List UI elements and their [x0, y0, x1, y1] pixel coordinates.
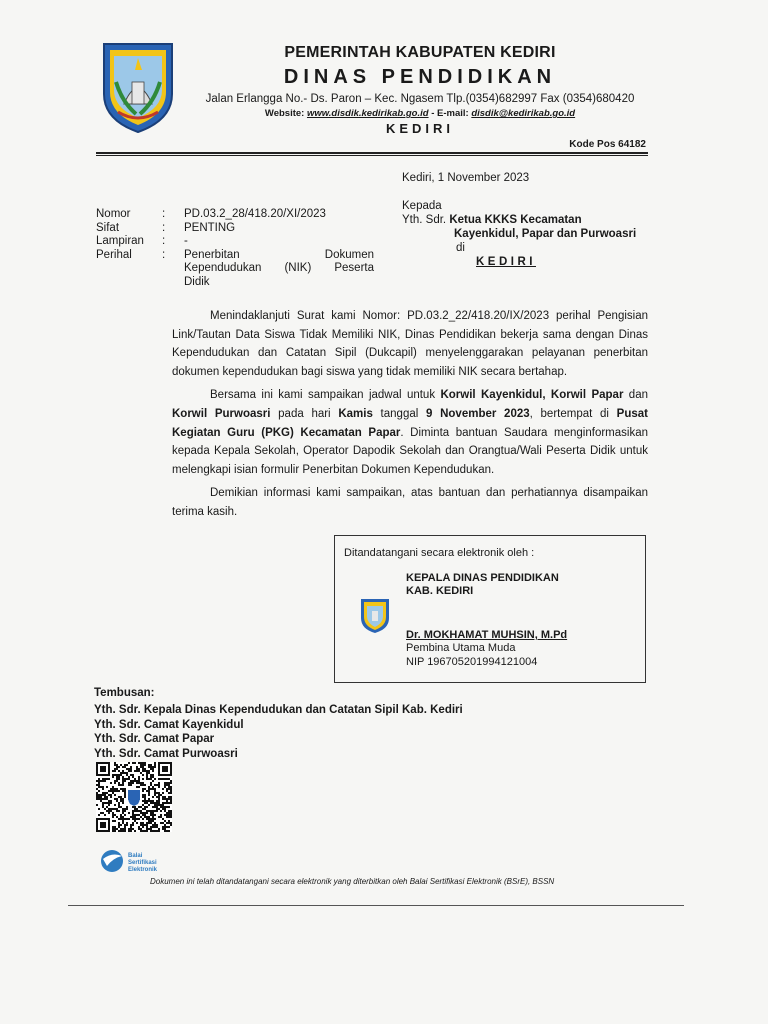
cc-item: Yth. Sdr. Camat Purwoasri	[94, 747, 238, 760]
meta-colon: :	[162, 208, 166, 220]
letterhead-rule-thick	[96, 152, 648, 154]
meta-row-perihal-2	[96, 262, 374, 276]
bsre-logo-text-3: Elektronik	[128, 867, 158, 873]
cc-item: Yth. Sdr. Kepala Dinas Kependudukan dan Catatan Sipil Kab. Kediri	[94, 704, 463, 716]
meta-row-lampiran	[96, 235, 374, 249]
letterhead-rule-thin	[96, 155, 648, 156]
letter-date: Kediri, 1 November 2023	[402, 172, 530, 184]
meta-value: Kependudukan (NIK) Peserta	[184, 262, 374, 274]
meta-colon: :	[162, 248, 166, 261]
bsre-logo-text-1: Balai	[128, 853, 143, 859]
meta-value: PD.03.2_28/418.20/XI/2023	[184, 208, 326, 220]
meta-label: Sifat	[96, 221, 120, 234]
email-link[interactable]: disdik@kedirikab.go.id	[471, 108, 576, 119]
meta-value: -	[184, 235, 188, 247]
meta-value: Didik	[184, 275, 210, 288]
signer-title: KEPALA DINAS PENDIDIKAN	[406, 572, 559, 584]
kabupaten-kediri-emblem	[102, 42, 174, 134]
letter-body	[172, 307, 648, 527]
meta-label: Lampiran	[96, 235, 144, 247]
postal-code: Kode Pos 64182	[569, 139, 646, 150]
signer-name: Dr. MOKHAMAT MUHSIN, M.Pd	[406, 629, 568, 641]
signature-caption: Ditandatangani secara elektronik oleh :	[344, 547, 535, 559]
meta-row-perihal	[96, 249, 374, 263]
letter-meta	[96, 208, 374, 289]
recipient-prefix: Yth. Sdr.	[402, 214, 450, 226]
cc-item: Yth. Sdr. Camat Papar	[94, 733, 215, 745]
cc-list	[94, 703, 463, 761]
body-paragraph-3: Demikian informasi kami sampaikan, atas bantuan dan perhatiannya disampaikan terima kasih.	[172, 487, 648, 518]
esign-footnote: Dokumen ini telah ditandatangani secara elektronik yang diterbitkan oleh Balai Sertifikasi Elektronik (BSrE), BSSN	[150, 877, 555, 886]
cc-item: Yth. Sdr. Camat Kayenkidul	[94, 718, 244, 731]
contact-line	[200, 108, 640, 119]
recipient-di: di	[456, 242, 465, 254]
meta-value: Penerbitan Dokumen	[184, 248, 374, 261]
body-paragraph-2: Bersama ini kami sampaikan jadwal untuk Korwil Kayenkidul, Korwil Papar dan Korwil Purwoasri pada hari Kamis tanggal 9 November 2023, bertempat di Pusat Kegiatan Guru (PKG) Kecamatan Papar. Diminta bantuan Saudara menginformasikan kepada Kepala Sekolah, Operator Dapodik Sekolah dan Orangtua/Wali Peserta Didik untuk melengkapi isian formulir Penerbitan Dokumen Kependudukan.	[172, 389, 648, 476]
footer-rule	[68, 905, 684, 906]
meta-row-perihal-3	[96, 276, 374, 290]
agency-address: Jalan Erlangga No.- Ds. Paron – Kec. Ngasem Tlp.(0354)682997 Fax (0354)680420	[205, 93, 635, 105]
agency-name: DINAS PENDIDIKAN	[283, 66, 557, 88]
bsre-logo-text-2: Sertifikasi	[128, 860, 157, 866]
qr-code	[96, 762, 172, 832]
recipient-city: KEDIRI	[476, 256, 536, 268]
recipient-line1	[402, 214, 582, 226]
signer-nip: NIP 196705201994121004	[406, 656, 538, 668]
meta-colon: :	[162, 235, 166, 247]
website-link[interactable]: www.disdik.kedirikab.go.id	[306, 108, 429, 119]
meta-label: Perihal	[96, 248, 132, 261]
city-name: KEDIRI	[385, 121, 455, 136]
meta-label: Nomor	[96, 208, 131, 220]
body-paragraph-1: Menindaklanjuti Surat kami Nomor: PD.03.2_22/418.20/IX/2023 perihal Pengisian Link/Tautan Data Siswa Tidak Memiliki NIK, Dinas Pendidikan bekerja sama dengan Dinas Kependudukan dan Catatan Sipil (Dukcapil) menyelenggarakan pelayanan penerbitan dokumen kependudukan bagi siswa yang tidak memiliki NIK secara bertahap.	[172, 310, 648, 378]
government-name: PEMERINTAH KABUPATEN KEDIRI	[284, 44, 556, 61]
cc-title: Tembusan:	[94, 687, 155, 699]
kabupaten-kediri-emblem-small	[360, 598, 390, 634]
meta-colon: :	[162, 221, 166, 234]
website-label: Website:	[264, 108, 307, 119]
bsre-logo	[98, 846, 178, 876]
meta-row-sifat	[96, 222, 374, 236]
signer-office: KAB. KEDIRI	[406, 585, 474, 597]
signer-rank: Pembina Utama Muda	[406, 642, 516, 654]
meta-value: PENTING	[184, 221, 236, 234]
recipient-name: Ketua KKKS Kecamatan	[449, 214, 582, 226]
email-label: - E-mail:	[428, 108, 472, 119]
meta-row-nomor	[96, 208, 374, 222]
recipient-line2: Kayenkidul, Papar dan Purwoasri	[454, 228, 637, 240]
recipient-label: Kepada	[402, 200, 442, 212]
